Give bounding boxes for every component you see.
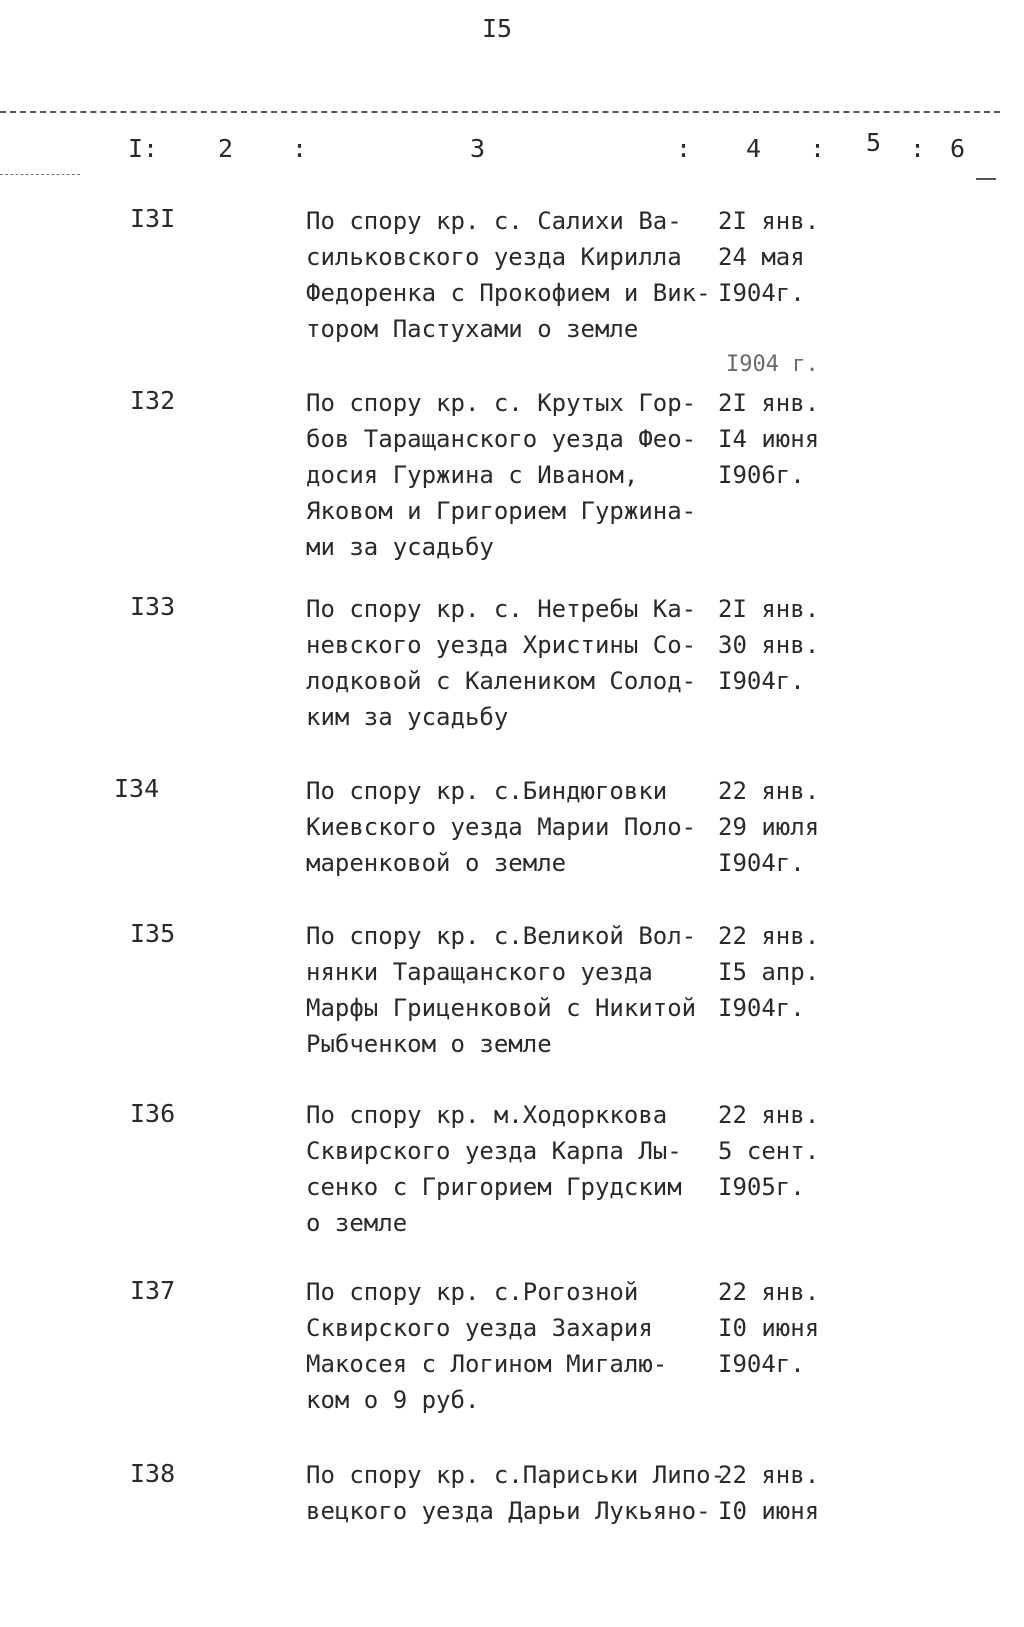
date-line: I0 июня <box>718 1314 820 1342</box>
date-line: I0 июня <box>718 1497 820 1525</box>
date-line: 5 сент. <box>718 1137 820 1165</box>
description-line: По спору кр. с.Рогозной <box>306 1278 639 1306</box>
header-top-rule <box>0 111 1000 113</box>
date-line: 2I янв. <box>718 389 820 417</box>
date-line: I905г. <box>718 1173 805 1201</box>
record-number: I35 <box>130 919 176 948</box>
description-line: По спору кр. с.Париськи Липо- <box>306 1461 726 1489</box>
description-line: По спору кр. с. Нетребы Ка- <box>306 595 697 623</box>
date-line: 2I янв. <box>718 207 820 235</box>
column-separator: : <box>292 134 308 163</box>
record-dates <box>718 1097 848 1205</box>
record-description <box>306 591 726 735</box>
description-line: нянки Таращанского уезда <box>306 958 653 986</box>
description-line: Макосея с Логином Мигалю- <box>306 1350 668 1378</box>
header-bottom-rule <box>0 174 80 175</box>
date-line: 22 янв. <box>718 777 820 805</box>
record-description <box>306 1097 726 1241</box>
date-line: 22 янв. <box>718 1278 820 1306</box>
date-line: I904г. <box>718 279 805 307</box>
date-line: I904г. <box>718 849 805 877</box>
record-number: I38 <box>130 1459 176 1488</box>
record-description <box>306 773 726 881</box>
description-line: сенко с Григорием Грудским <box>306 1173 682 1201</box>
faint-date-note: I904 г. <box>726 352 819 377</box>
record-description <box>306 385 726 565</box>
column-header-2: 2 <box>218 134 234 163</box>
column-header-3: 3 <box>470 134 486 163</box>
description-line: Рыбченком о земле <box>306 1030 552 1058</box>
column-header-1: I: <box>128 134 159 163</box>
page-number: I5 <box>482 14 513 43</box>
record-description <box>306 1457 726 1529</box>
date-line: I4 июня <box>718 425 820 453</box>
column-separator: : <box>910 134 926 163</box>
date-line: 22 янв. <box>718 922 820 950</box>
description-line: тором Пастухами о земле <box>306 315 639 343</box>
header-bottom-rule-right <box>976 178 996 180</box>
description-line: лодковой с Калеником Солод- <box>306 667 697 695</box>
date-line: 22 янв. <box>718 1101 820 1129</box>
description-line: бов Таращанского уезда Фео- <box>306 425 697 453</box>
date-line: 29 июля <box>718 813 820 841</box>
record-dates <box>718 773 848 881</box>
record-description <box>306 918 726 1062</box>
record-description <box>306 1274 726 1418</box>
record-number: I3I <box>130 204 176 233</box>
date-line: I904г. <box>718 1350 805 1378</box>
record-dates <box>718 1274 848 1382</box>
record-number: I32 <box>130 386 176 415</box>
description-line: ким за усадьбу <box>306 703 509 731</box>
description-line: вецкого уезда Дарьи Лукьяно- <box>306 1497 711 1525</box>
description-line: Федоренка с Прокофием и Вик- <box>306 279 711 307</box>
description-line: о земле <box>306 1209 408 1237</box>
record-number: I33 <box>130 592 176 621</box>
column-header-5: 5 <box>866 128 882 157</box>
description-line: По спору кр. м.Ходорккова <box>306 1101 668 1129</box>
record-dates <box>718 918 848 1026</box>
column-header-4: 4 <box>746 134 762 163</box>
column-header-6: 6 <box>950 134 966 163</box>
description-line: По спору кр. с. Крутых Гор- <box>306 389 697 417</box>
description-line: досия Гуржина с Иваном, <box>306 461 639 489</box>
description-line: Сквирского уезда Карпа Лы- <box>306 1137 682 1165</box>
description-line: невского уезда Христины Со- <box>306 631 697 659</box>
record-dates <box>718 203 848 311</box>
description-line: маренковой о земле <box>306 849 567 877</box>
column-separator: : <box>676 134 692 163</box>
date-line: I5 апр. <box>718 958 820 986</box>
date-line: 30 янв. <box>718 631 820 659</box>
record-description <box>306 203 726 347</box>
record-number: I36 <box>130 1099 176 1128</box>
date-line: I904г. <box>718 994 805 1022</box>
record-dates <box>718 591 848 699</box>
date-line: I904г. <box>718 667 805 695</box>
record-dates <box>718 385 848 493</box>
record-dates <box>718 1457 848 1529</box>
description-line: Сквирского уезда Захария <box>306 1314 653 1342</box>
description-line: сильковского уезда Кирилла <box>306 243 682 271</box>
date-line: 2I янв. <box>718 595 820 623</box>
date-line: I906г. <box>718 461 805 489</box>
column-separator: : <box>810 134 826 163</box>
record-number: I37 <box>130 1276 176 1305</box>
description-line: По спору кр. с.Великой Вол- <box>306 922 697 950</box>
description-line: По спору кр. с. Салихи Ва- <box>306 207 682 235</box>
description-line: По спору кр. с.Биндюговки <box>306 777 668 805</box>
date-line: 22 янв. <box>718 1461 820 1489</box>
description-line: Киевского уезда Марии Поло- <box>306 813 697 841</box>
record-number: I34 <box>114 774 160 803</box>
description-line: ми за усадьбу <box>306 533 494 561</box>
description-line: Марфы Гриценковой с Никитой <box>306 994 697 1022</box>
description-line: ком о 9 руб. <box>306 1386 480 1414</box>
description-line: Яковом и Григорием Гуржина- <box>306 497 697 525</box>
date-line: 24 мая <box>718 243 805 271</box>
